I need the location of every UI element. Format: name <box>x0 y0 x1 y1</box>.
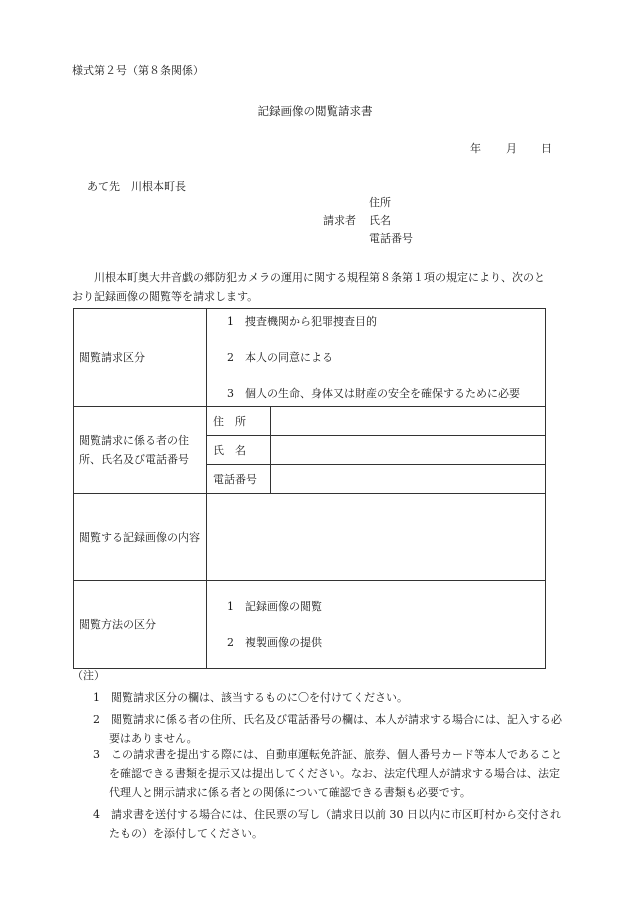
document-title: 記録画像の閲覧請求書 <box>257 104 373 118</box>
category-options <box>207 309 546 407</box>
requester-phone-field[interactable] <box>271 465 546 494</box>
method-row <box>74 581 546 669</box>
request-table <box>73 308 546 669</box>
method-options <box>207 581 546 669</box>
content-row <box>74 494 546 581</box>
note-item: 4 請求書を送付する場合には、住民票の写し（請求日以前 30 日以内に市区町村から交付されたもの）を添付してください。 <box>93 808 561 840</box>
requester-phone-label: 電話番号 <box>207 465 271 494</box>
intro-paragraph: 川根本町奥大井音戯の郷防犯カメラの運用に関する規程第８条第１項の規定により、次のとおり記録画像の閲覧等を請求します。 <box>72 271 545 303</box>
category-label: 閲覧請求区分 <box>74 309 207 407</box>
method-option[interactable]: 2 複製画像の提供 <box>227 635 322 649</box>
requester-address-field[interactable] <box>271 407 546 436</box>
content-label: 閲覧する記録画像の内容 <box>74 494 207 581</box>
applicant-phone-label: 電話番号 <box>369 232 413 245</box>
date-year-label: 年 <box>470 142 481 155</box>
note-item: 1 閲覧請求区分の欄は、該当するものに〇を付けてください。 <box>93 691 408 704</box>
category-option[interactable]: 3 個人の生命、身体又は財産の安全を確保するために必要 <box>227 386 520 400</box>
applicant-name-label: 氏名 <box>369 214 391 227</box>
note-item: 3 この請求書を提出する際には、自動車運転免許証、旅券、個人番号カード等本人であることを確認できる書類を提示又は提出してください。なお、法定代理人が請求する場合は、法定代理人と開示請求に係る者との関係について確認できる書類も必要です。 <box>93 748 562 799</box>
category-option[interactable]: 1 捜査機関から犯罪捜査目的 <box>227 314 377 328</box>
requester-name-field[interactable] <box>271 436 546 465</box>
date-month-label: 月 <box>506 142 517 155</box>
method-option[interactable]: 1 記録画像の閲覧 <box>227 599 322 613</box>
category-option[interactable]: 2 本人の同意による <box>227 350 333 364</box>
requester-label: 閲覧請求に係る者の住所、氏名及び電話番号 <box>74 407 207 494</box>
content-field[interactable] <box>207 494 546 581</box>
requester-address-label: 住所 <box>207 407 271 436</box>
applicant-address-label: 住所 <box>369 196 391 209</box>
applicant-label: 請求者 <box>323 214 356 227</box>
form-number: 様式第２号（第８条関係） <box>72 64 204 77</box>
category-row <box>74 309 546 407</box>
date-day-label: 日 <box>541 142 552 155</box>
notes-heading: （注） <box>72 669 105 682</box>
requester-name-label: 氏名 <box>207 436 271 465</box>
addressee: あて先 川根本町長 <box>87 180 186 193</box>
requester-address-row <box>74 407 546 436</box>
note-item: 2 閲覧請求に係る者の住所、氏名及び電話番号の欄は、本人が請求する場合には、記入する必要はありません。 <box>93 713 562 745</box>
method-label: 閲覧方法の区分 <box>74 581 207 669</box>
